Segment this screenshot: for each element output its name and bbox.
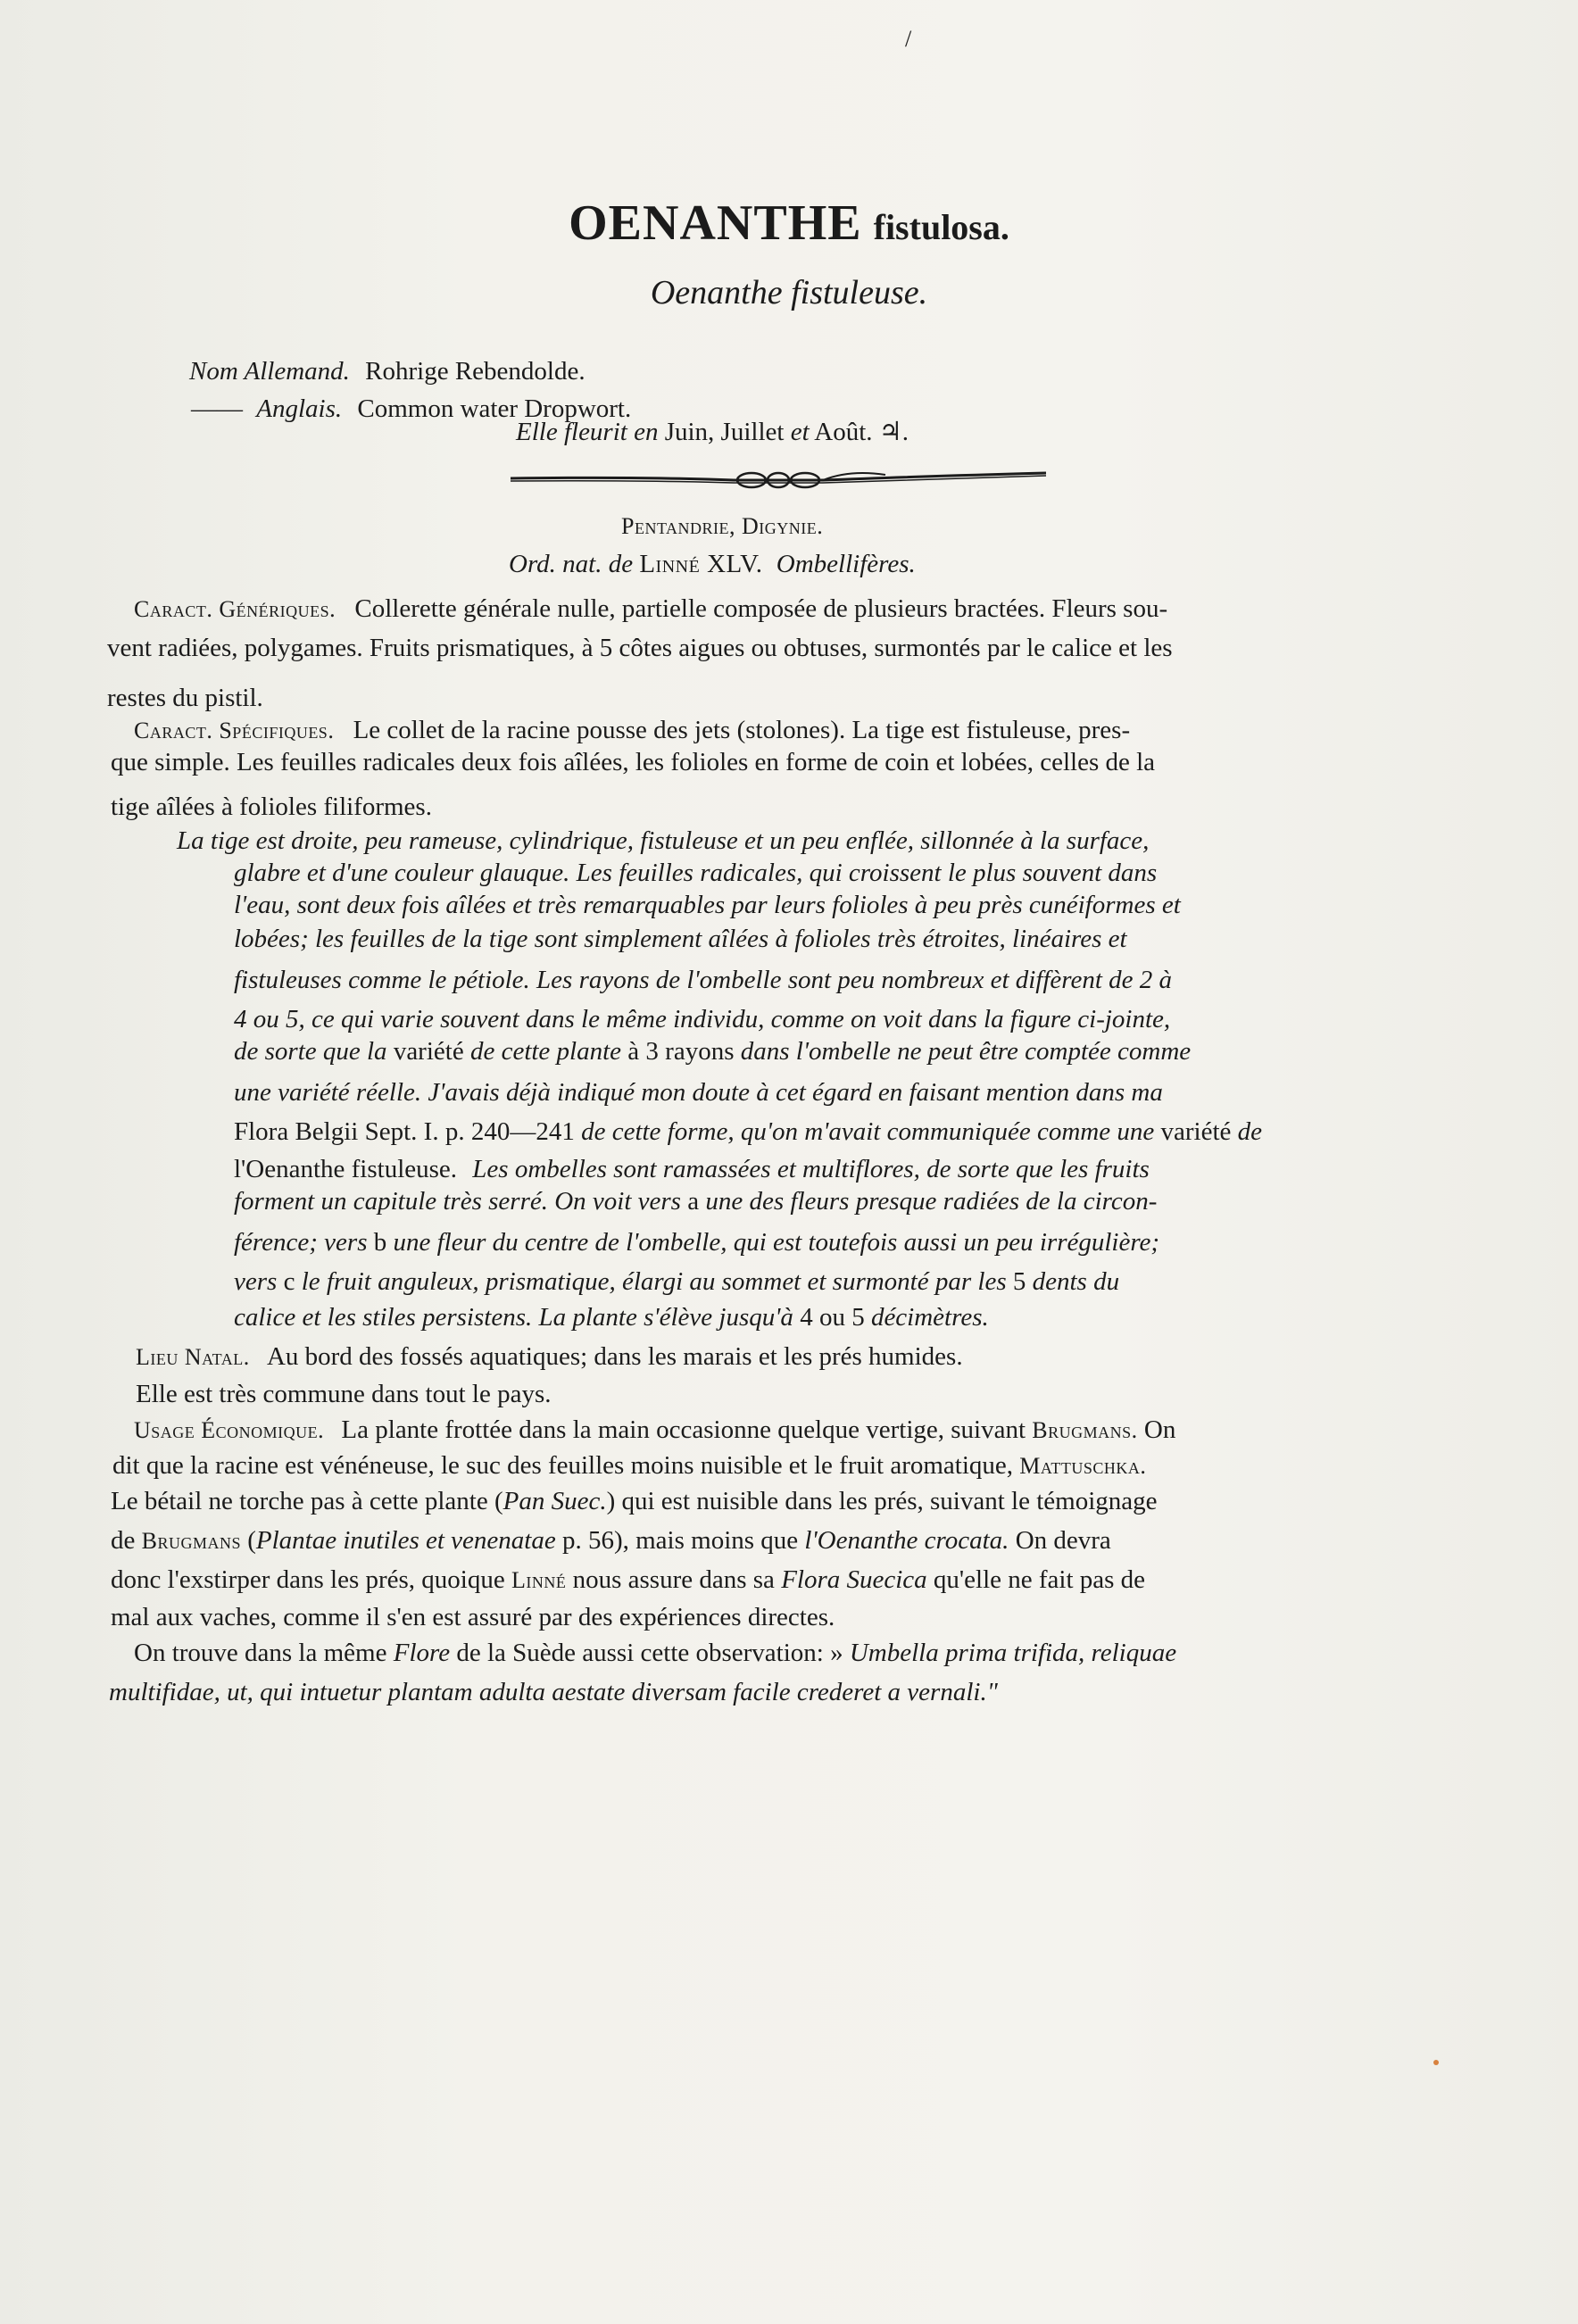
economic-label: Usage Économique.: [134, 1417, 325, 1443]
page-title: [0, 195, 1578, 256]
desc-14c: décimètres.: [870, 1303, 989, 1332]
description-line-9: [234, 1116, 1262, 1148]
economic-line-3: [111, 1485, 1158, 1517]
desc-13c: le fruit anguleux, prismatique, élargi au sommet et surmonté par les: [301, 1267, 1007, 1296]
economic-text-1a: La plante frottée dans la main occasionne quelque vertige, suivant: [341, 1415, 1026, 1444]
desc-7e: dans l'ombelle ne peut être comptée comme: [740, 1037, 1192, 1066]
habitat-line-1: [136, 1340, 963, 1374]
desc-9d: de: [1237, 1117, 1262, 1146]
economic-line-2: [112, 1449, 1146, 1482]
german-label: Nom Allemand.: [189, 357, 350, 386]
flowering-august: Août. ♃.: [814, 418, 909, 446]
generic-line-3: restes du pistil.: [107, 684, 263, 712]
flowering-line: [516, 416, 909, 448]
economic-plantae: Plantae inutiles et venenatae: [255, 1526, 556, 1555]
classification-class: Pentandrie, Digynie.: [621, 513, 824, 539]
economic-text-5a: donc l'exstirper dans les prés, quoique: [111, 1565, 505, 1594]
description-line-14: [234, 1301, 989, 1333]
description-line-8: une variété réelle. J'avais déjà indiqué mon doute à cet égard en faisant mention dans ma: [234, 1078, 1163, 1107]
desc-13d: 5: [1012, 1267, 1026, 1296]
economic-flora-suecica: Flora Suecica: [781, 1565, 927, 1594]
flowering-months: Juin, Juillet: [664, 418, 785, 446]
economic-text-4g: On devra: [1015, 1526, 1111, 1555]
generic-line-1: [134, 593, 1167, 626]
order-family: Ombellifères.: [776, 550, 916, 578]
desc-7a: de sorte que la: [234, 1037, 387, 1066]
quote-line-1: [134, 1637, 1176, 1669]
economic-line-1: [134, 1414, 1175, 1447]
economic-text-5c: nous assure dans sa: [572, 1565, 775, 1594]
economic-text-3c: ) qui est nuisible dans les prés, suivant le témoignage: [606, 1487, 1158, 1515]
classification-order: [509, 548, 916, 580]
desc-11a: forment un capitule très serré. On voit vers: [234, 1187, 681, 1216]
specific-text-1: Le collet de la racine pousse des jets (stolones). La tige est fistuleuse, pres-: [353, 716, 1131, 744]
scroll-divider-icon: [511, 461, 1046, 493]
desc-12c: une fleur du centre de l'ombelle, qui est toutefois aussi un peu irrégulière;: [393, 1228, 1160, 1257]
german-name: Rohrige Rebendolde.: [365, 357, 586, 386]
description-line-2: glabre et d'une couleur glauque. Les feuilles radicales, qui croissent le plus souvent dans: [234, 859, 1158, 887]
desc-13b: c: [283, 1267, 295, 1296]
german-name-line: [189, 355, 586, 387]
desc-14a: calice et les stiles persistens. La plante s'élève jusqu'à: [234, 1303, 793, 1332]
page-subtitle: Oenanthe fistuleuse.: [650, 274, 928, 311]
economic-linne: Linné: [511, 1567, 567, 1593]
flowering-en: en: [634, 418, 659, 446]
generic-text-1: Collerette générale nulle, partielle composée de plusieurs bractées. Fleurs sou-: [354, 594, 1168, 623]
quote-flore: Flore: [393, 1639, 451, 1667]
desc-7b: variété: [393, 1037, 464, 1066]
economic-line-6: mal aux vaches, comme il s'en est assuré par des expériences directes.: [111, 1603, 835, 1631]
description-line-13: [234, 1266, 1119, 1298]
desc-12b: b: [373, 1228, 387, 1257]
desc-7c: de cette plante: [469, 1037, 622, 1066]
title-species: fistulosa.: [873, 207, 1009, 247]
specific-line-2: que simple. Les feuilles radicales deux fois aîlées, les folioles en forme de coin et lobées, celles de la: [111, 748, 1156, 776]
economic-text-3a: Le bétail ne torche pas à cette plante (: [111, 1487, 503, 1515]
description-line-6: 4 ou 5, ce qui varie souvent dans le même individu, comme on voit dans la figure ci-jointe,: [234, 1005, 1171, 1033]
english-name: Common water Dropwort.: [357, 394, 632, 423]
desc-9b: de cette forme, qu'on m'avait communiquée comme une: [581, 1117, 1155, 1146]
desc-13e: dents du: [1032, 1267, 1120, 1296]
economic-line-5: [111, 1564, 1145, 1597]
desc-11b: a: [687, 1187, 700, 1216]
description-line-7: [234, 1035, 1191, 1067]
order-linne: Linné XLV.: [639, 550, 763, 578]
description-line-12: [234, 1226, 1159, 1258]
economic-brugmans-1: Brugmans.: [1032, 1417, 1138, 1443]
quote-text-1c: de la Suède aussi cette observation: »: [456, 1639, 843, 1667]
title-genus: OENANTHE: [569, 195, 862, 251]
paper-speck: [1433, 2060, 1439, 2065]
economic-brugmans-2: Brugmans: [141, 1528, 241, 1554]
economic-crocata: l'Oenanthe crocata.: [804, 1526, 1009, 1555]
page-mark: /: [905, 26, 912, 52]
economic-line-4: [111, 1524, 1111, 1557]
specific-label: Caract. Spécifiques.: [134, 718, 335, 743]
habitat-line-2: Elle est très commune dans tout le pays.: [136, 1380, 552, 1408]
desc-7d: à 3 rayons: [627, 1037, 735, 1066]
description-line-1: La tige est droite, peu rameuse, cylindrique, fistuleuse et un peu enflée, sillonnée à la surface,: [177, 826, 1150, 855]
desc-13a: vers: [234, 1267, 278, 1296]
desc-10b: Les ombelles sont ramassées et multiflores, de sorte que les fruits: [472, 1155, 1150, 1183]
economic-text-4c: (: [247, 1526, 256, 1555]
habitat-text-1: Au bord des fossés aquatiques; dans les marais et les prés humides.: [266, 1342, 963, 1371]
desc-14b: 4 ou 5: [800, 1303, 865, 1332]
description-line-5: fistuleuses comme le pétiole. Les rayons de l'ombelle sont peu nombreux et diffèrent de 2 à: [234, 966, 1173, 994]
order-prefix: Ord. nat. de: [509, 550, 634, 578]
desc-10a: l'Oenanthe fistuleuse.: [234, 1155, 458, 1183]
quote-text-1d: Umbella prima trifida, reliquae: [849, 1639, 1177, 1667]
economic-mattuschka: Mattuschka.: [1019, 1453, 1147, 1479]
quote-line-2: multifidae, ut, qui intuetur plantam adulta aestate diversam facile crederet a vernali.": [109, 1678, 998, 1706]
habitat-label: Lieu Natal.: [136, 1344, 250, 1370]
economic-text-2a: dit que la racine est vénéneuse, le suc des feuilles moins nuisible et le fruit aromatique,: [112, 1451, 1014, 1480]
quote-text-1a: On trouve dans la même: [134, 1639, 387, 1667]
description-line-3: l'eau, sont deux fois aîlées et très remarquables par leurs folioles à peu près cunéiformes et: [234, 891, 1181, 919]
desc-12a: férence; vers: [234, 1228, 368, 1257]
economic-pan-suec: Pan Suec.: [502, 1487, 607, 1515]
desc-11c: une des fleurs presque radiées de la circon-: [705, 1187, 1158, 1216]
generic-label: Caract. Génériques.: [134, 596, 336, 622]
economic-text-4a: de: [111, 1526, 136, 1555]
description-line-10: [234, 1153, 1150, 1185]
specific-line-1: [134, 714, 1130, 747]
desc-9a: Flora Belgii Sept. I. p. 240—241: [234, 1117, 575, 1146]
specific-line-3: tige aîlées à folioles filiformes.: [111, 793, 432, 821]
economic-text-4e: p. 56), mais moins que: [561, 1526, 799, 1555]
english-dash: ——: [191, 394, 243, 423]
desc-9c: variété: [1160, 1117, 1232, 1146]
flowering-label: Elle fleurit: [516, 418, 627, 446]
economic-text-5e: qu'elle ne fait pas de: [933, 1565, 1146, 1594]
description-line-11: [234, 1185, 1157, 1217]
economic-text-1c: On: [1143, 1415, 1176, 1444]
generic-line-2: vent radiées, polygames. Fruits prismatiques, à 5 côtes aigues ou obtuses, surmontés par le calice et les: [107, 634, 1173, 662]
flowering-et: et: [790, 418, 810, 446]
description-line-4: lobées; les feuilles de la tige sont simplement aîlées à folioles très étroites, linéaires et: [234, 925, 1127, 953]
english-label: Anglais.: [256, 394, 343, 423]
